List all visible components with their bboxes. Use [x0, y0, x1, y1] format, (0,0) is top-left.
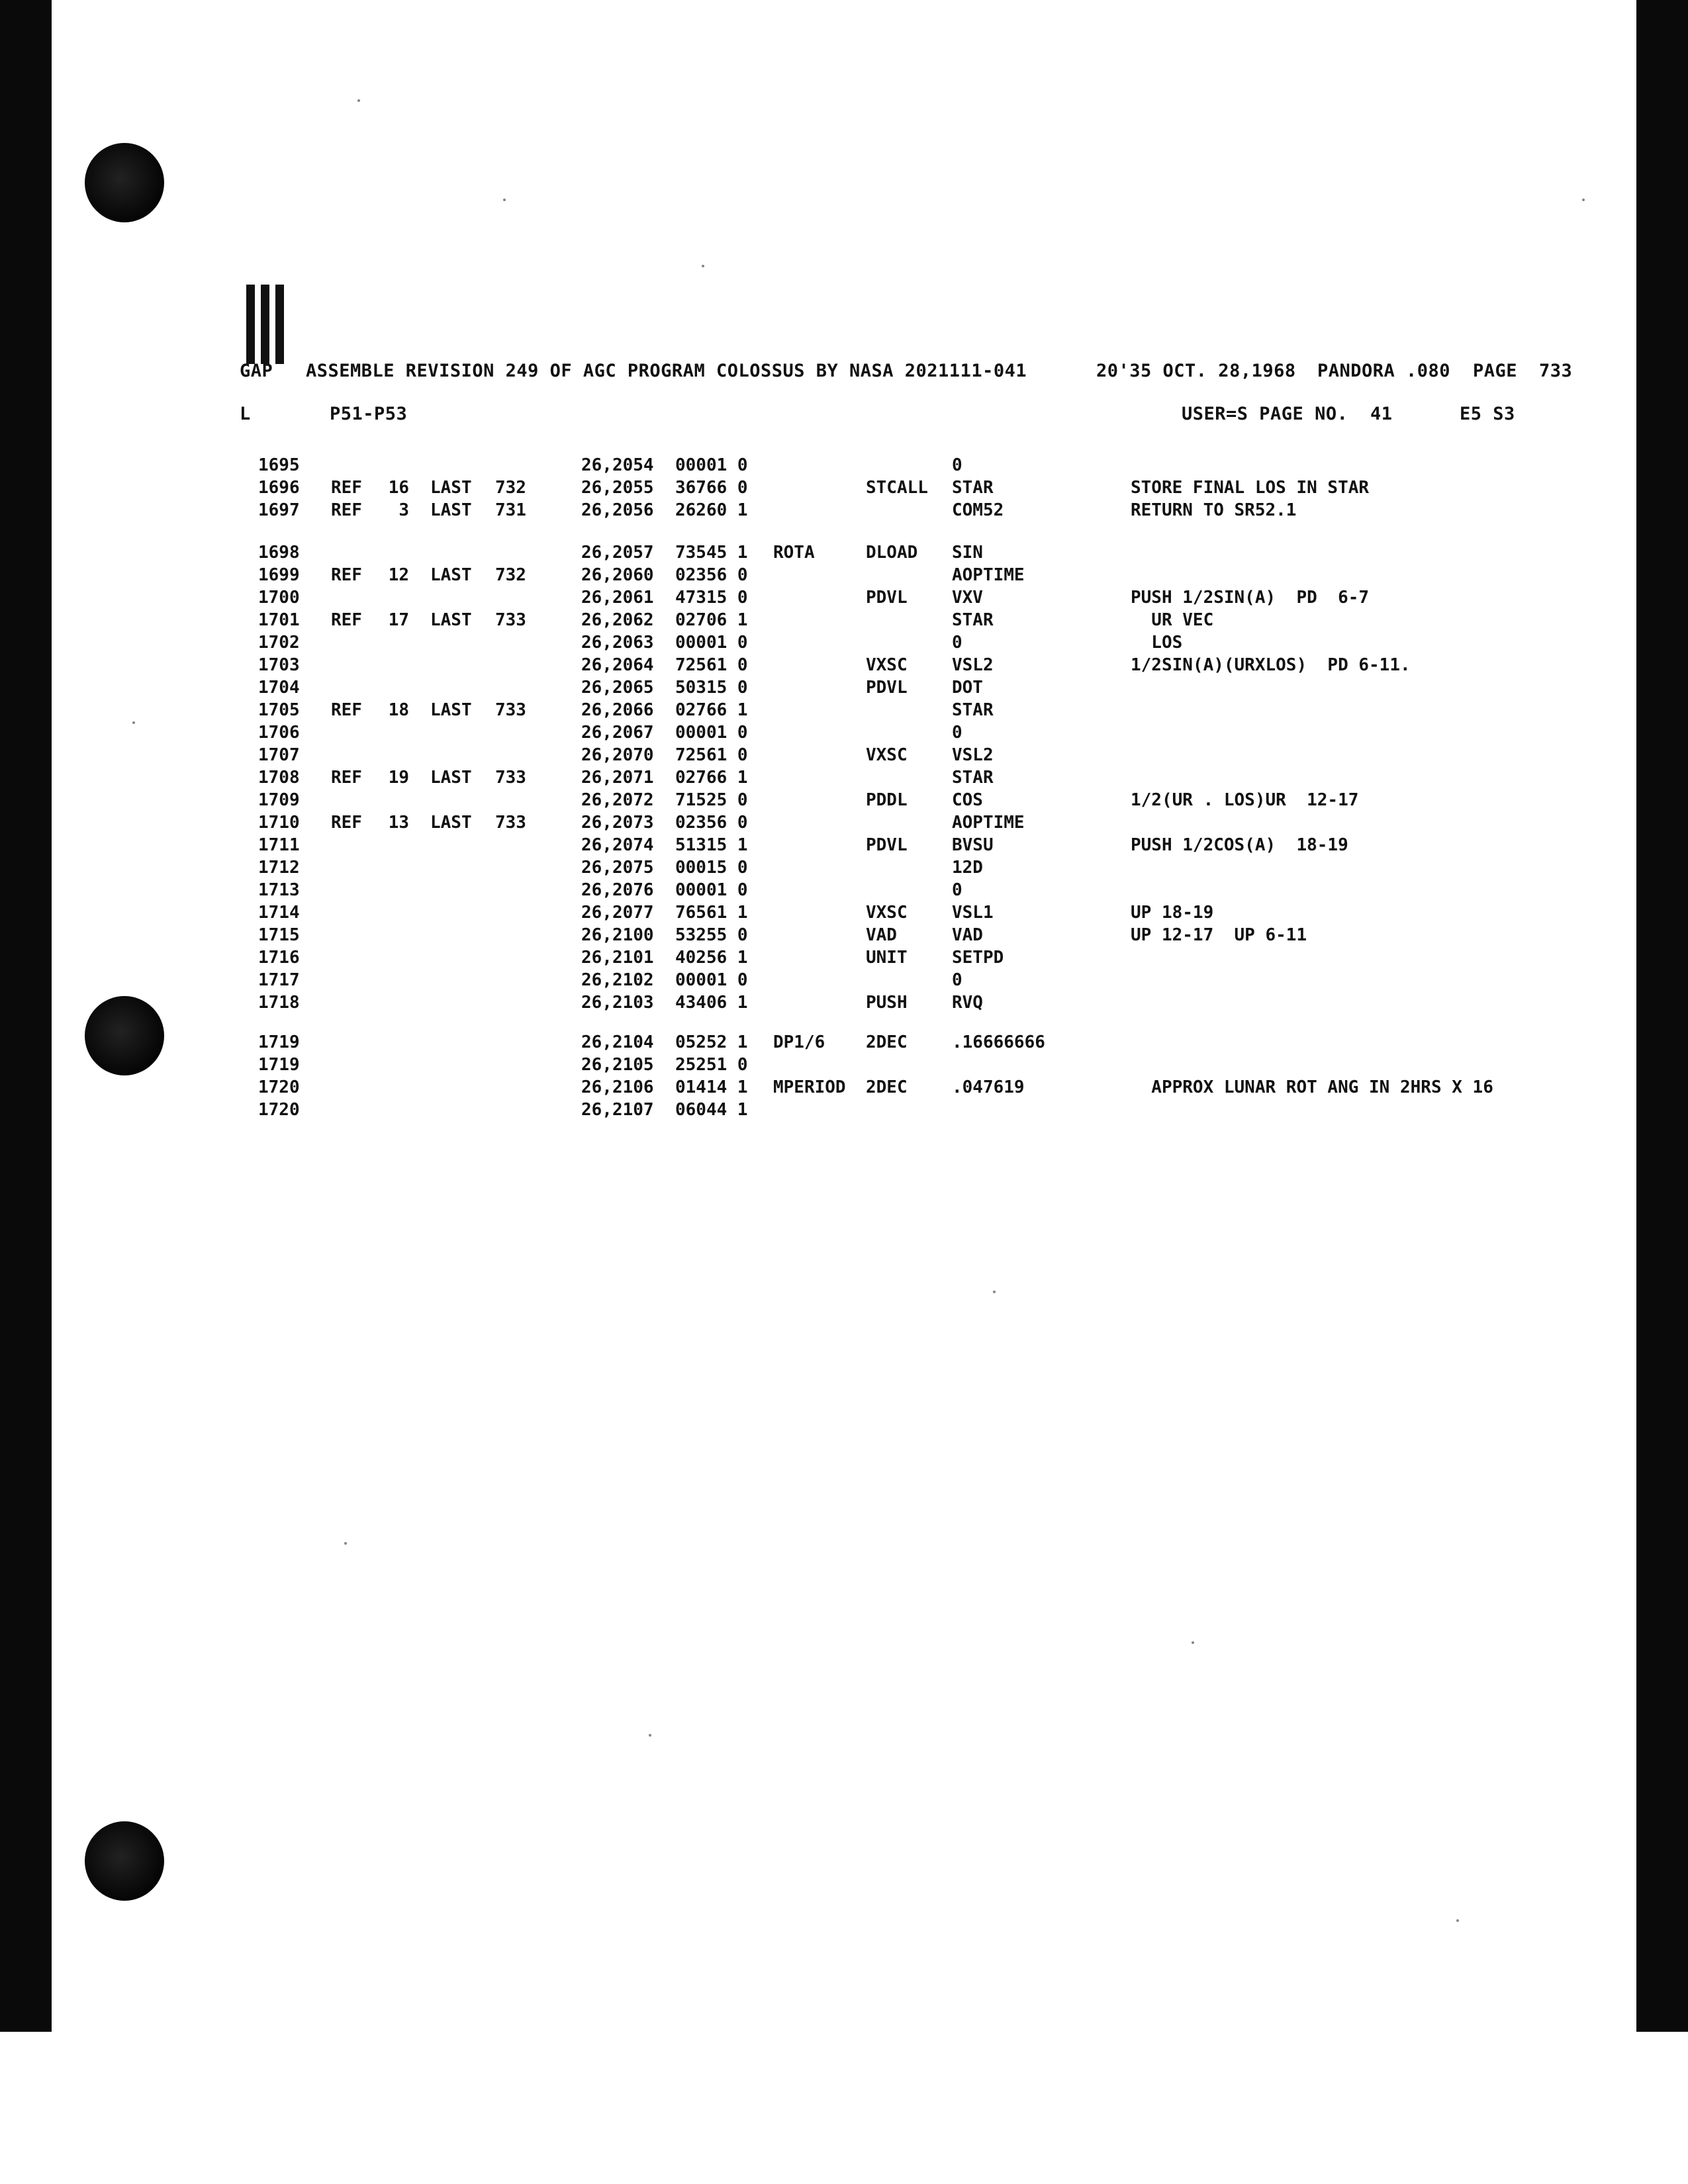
last-page: 731 [495, 500, 526, 520]
opcode: VXSC [866, 903, 908, 923]
punch-hole-bottom [85, 1821, 164, 1901]
line-number: 1714 [258, 903, 300, 923]
scan-speck [649, 1734, 651, 1737]
last-marker: LAST [430, 813, 472, 833]
log-section-name: P51-P53 [330, 404, 408, 424]
comment: 1/2SIN(A)(URXLOS) PD 6-11. [1131, 655, 1411, 675]
listing-row [0, 925, 1688, 948]
comment: RETURN TO SR52.1 [1131, 500, 1297, 520]
last-marker: LAST [430, 500, 472, 520]
last-page: 733 [495, 610, 526, 630]
line-number: 1719 [258, 1055, 300, 1075]
ref-count: 17 [388, 610, 409, 630]
user-page-number: 41 [1370, 404, 1393, 424]
listing-row [0, 813, 1688, 835]
address: 26,2074 [581, 835, 654, 855]
address: 26,2067 [581, 723, 654, 743]
listing-row [0, 543, 1688, 565]
ref-marker: REF [331, 500, 362, 520]
comment: APPROX LUNAR ROT ANG IN 2HRS X 16 [1131, 1077, 1493, 1097]
opcode: STCALL [866, 478, 928, 498]
line-number: 1697 [258, 500, 300, 520]
line-number: 1716 [258, 948, 300, 968]
address: 26,2107 [581, 1100, 654, 1120]
ref-count: 3 [399, 500, 409, 520]
octal-word: 26260 1 [675, 500, 748, 520]
address: 26,2054 [581, 455, 654, 475]
assembly-timestamp: 20'35 OCT. 28,1968 [1096, 361, 1296, 381]
line-number: 1704 [258, 678, 300, 698]
comment: STORE FINAL LOS IN STAR [1131, 478, 1370, 498]
address: 26,2062 [581, 610, 654, 630]
ref-count: 19 [388, 768, 409, 788]
symbol-label: DP1/6 [773, 1032, 825, 1052]
opcode: VAD [866, 925, 897, 945]
octal-word: 40256 1 [675, 948, 748, 968]
last-marker: LAST [430, 700, 472, 720]
operand: AOPTIME [952, 565, 1025, 585]
comment: 1/2(UR . LOS)UR 12-17 [1131, 790, 1359, 810]
right-scan-border [1636, 0, 1688, 2032]
operand: BVSU [952, 835, 994, 855]
address: 26,2061 [581, 588, 654, 608]
octal-word: 00015 0 [675, 858, 748, 878]
address: 26,2060 [581, 565, 654, 585]
ref-count: 16 [388, 478, 409, 498]
octal-word: 25251 0 [675, 1055, 748, 1075]
symbol-label: MPERIOD [773, 1077, 846, 1097]
comment: UR VEC [1131, 610, 1214, 630]
scan-speck [1582, 199, 1585, 201]
scan-speck [503, 199, 506, 201]
operand: 0 [952, 633, 962, 653]
line-number: 1701 [258, 610, 300, 630]
operand: 0 [952, 455, 962, 475]
octal-word: 02766 1 [675, 768, 748, 788]
scan-speck [357, 99, 360, 102]
line-number: 1709 [258, 790, 300, 810]
line-number: 1703 [258, 655, 300, 675]
last-page: 732 [495, 565, 526, 585]
operand: COM52 [952, 500, 1004, 520]
listing-row [0, 565, 1688, 588]
page-label: PAGE [1473, 361, 1518, 381]
ref-count: 12 [388, 565, 409, 585]
opcode: UNIT [866, 948, 908, 968]
listing-row [0, 500, 1688, 523]
comment: PUSH 1/2COS(A) 18-19 [1131, 835, 1348, 855]
line-number: 1710 [258, 813, 300, 833]
address: 26,2064 [581, 655, 654, 675]
listing-title: ASSEMBLE REVISION 249 OF AGC PROGRAM COLOSSUS BY NASA 2021111-041 [306, 361, 1027, 381]
comment: UP 18-19 [1131, 903, 1214, 923]
last-page: 733 [495, 700, 526, 720]
ref-count: 13 [388, 813, 409, 833]
operand: SIN [952, 543, 983, 563]
line-number: 1718 [258, 993, 300, 1013]
octal-word: 76561 1 [675, 903, 748, 923]
ref-count: 18 [388, 700, 409, 720]
opcode: DLOAD [866, 543, 918, 563]
ref-marker: REF [331, 700, 362, 720]
octal-word: 02766 1 [675, 700, 748, 720]
address: 26,2076 [581, 880, 654, 900]
line-number: 1711 [258, 835, 300, 855]
gap-label: GAP [240, 361, 273, 381]
line-number: 1705 [258, 700, 300, 720]
ref-marker: REF [331, 610, 362, 630]
address: 26,2065 [581, 678, 654, 698]
listing-row [0, 723, 1688, 745]
octal-word: 02706 1 [675, 610, 748, 630]
opcode: VXSC [866, 655, 908, 675]
octal-word: 51315 1 [675, 835, 748, 855]
octal-word: 02356 0 [675, 565, 748, 585]
address: 26,2105 [581, 1055, 654, 1075]
operand: SETPD [952, 948, 1004, 968]
symbol-label: ROTA [773, 543, 815, 563]
scan-speck [1456, 1919, 1459, 1922]
line-number: 1717 [258, 970, 300, 990]
operand: VAD [952, 925, 983, 945]
line-number: 1699 [258, 565, 300, 585]
listing-row [0, 1077, 1688, 1100]
opcode: PUSH [866, 993, 908, 1013]
gap-marker-bars [246, 285, 287, 364]
listing-row [0, 700, 1688, 723]
last-page: 732 [495, 478, 526, 498]
address: 26,2066 [581, 700, 654, 720]
octal-word: 71525 0 [675, 790, 748, 810]
octal-word: 72561 0 [675, 655, 748, 675]
listing-row [0, 835, 1688, 858]
line-number: 1720 [258, 1077, 300, 1097]
line-number: 1708 [258, 768, 300, 788]
operand: VXV [952, 588, 983, 608]
line-number: 1719 [258, 1032, 300, 1052]
address: 26,2101 [581, 948, 654, 968]
operand: STAR [952, 610, 994, 630]
operand: VSL2 [952, 655, 994, 675]
address: 26,2056 [581, 500, 654, 520]
listing-row [0, 610, 1688, 633]
opcode: 2DEC [866, 1032, 908, 1052]
line-number: 1698 [258, 543, 300, 563]
left-scan-border [0, 0, 52, 2032]
octal-word: 02356 0 [675, 813, 748, 833]
opcode: PDDL [866, 790, 908, 810]
operand: RVQ [952, 993, 983, 1013]
line-number: 1700 [258, 588, 300, 608]
line-number: 1695 [258, 455, 300, 475]
last-page: 733 [495, 813, 526, 833]
operand: AOPTIME [952, 813, 1025, 833]
opcode: 2DEC [866, 1077, 908, 1097]
operand: 0 [952, 880, 962, 900]
section-code: E5 S3 [1460, 404, 1515, 424]
address: 26,2075 [581, 858, 654, 878]
address: 26,2100 [581, 925, 654, 945]
line-number: 1715 [258, 925, 300, 945]
scan-speck [1192, 1641, 1194, 1644]
line-number: 1702 [258, 633, 300, 653]
line-number: 1706 [258, 723, 300, 743]
last-marker: LAST [430, 478, 472, 498]
opcode: VXSC [866, 745, 908, 765]
octal-word: 72561 0 [675, 745, 748, 765]
address: 26,2055 [581, 478, 654, 498]
listing-row [0, 678, 1688, 700]
octal-word: 47315 0 [675, 588, 748, 608]
user-page-label: USER=S PAGE NO. [1182, 404, 1348, 424]
comment: PUSH 1/2SIN(A) PD 6-7 [1131, 588, 1370, 608]
listing-row [0, 588, 1688, 610]
address: 26,2057 [581, 543, 654, 563]
ref-marker: REF [331, 478, 362, 498]
ref-marker: REF [331, 768, 362, 788]
operand: 0 [952, 723, 962, 743]
operand: STAR [952, 768, 994, 788]
address: 26,2102 [581, 970, 654, 990]
listing-row [0, 1100, 1688, 1122]
address: 26,2077 [581, 903, 654, 923]
octal-word: 43406 1 [675, 993, 748, 1013]
line-number: 1712 [258, 858, 300, 878]
address: 26,2063 [581, 633, 654, 653]
last-marker: LAST [430, 768, 472, 788]
comment: LOS [1131, 633, 1183, 653]
octal-word: 00001 0 [675, 970, 748, 990]
opcode: PDVL [866, 835, 908, 855]
punch-hole-top [85, 143, 164, 222]
listing-row [0, 633, 1688, 655]
scan-speck [702, 265, 704, 267]
line-number: 1696 [258, 478, 300, 498]
listing-row [0, 455, 1688, 478]
octal-word: 05252 1 [675, 1032, 748, 1052]
operand: STAR [952, 478, 994, 498]
scan-speck [344, 1542, 347, 1545]
last-marker: LAST [430, 610, 472, 630]
pandora-version: PANDORA .080 [1317, 361, 1451, 381]
operand: .047619 [952, 1077, 1025, 1097]
address: 26,2071 [581, 768, 654, 788]
octal-word: 36766 0 [675, 478, 748, 498]
operand: VSL2 [952, 745, 994, 765]
listing-row [0, 790, 1688, 813]
listing-row [0, 478, 1688, 500]
listing-row [0, 1032, 1688, 1055]
operand: DOT [952, 678, 983, 698]
line-number: 1707 [258, 745, 300, 765]
octal-word: 73545 1 [675, 543, 748, 563]
octal-word: 50315 0 [675, 678, 748, 698]
listing-row [0, 970, 1688, 993]
listing-row [0, 880, 1688, 903]
ref-marker: REF [331, 565, 362, 585]
listing-row [0, 948, 1688, 970]
octal-word: 00001 0 [675, 880, 748, 900]
listing-row [0, 1055, 1688, 1077]
operand: .16666666 [952, 1032, 1045, 1052]
listing-row [0, 745, 1688, 768]
opcode: PDVL [866, 588, 908, 608]
line-number: 1713 [258, 880, 300, 900]
ref-marker: REF [331, 813, 362, 833]
listing-row [0, 768, 1688, 790]
octal-word: 06044 1 [675, 1100, 748, 1120]
octal-word: 00001 0 [675, 633, 748, 653]
scan-speck [993, 1291, 996, 1293]
address: 26,2070 [581, 745, 654, 765]
listing-row [0, 993, 1688, 1015]
operand: VSL1 [952, 903, 994, 923]
page-number: 733 [1539, 361, 1573, 381]
operand: COS [952, 790, 983, 810]
address: 26,2103 [581, 993, 654, 1013]
listing-row [0, 655, 1688, 678]
address: 26,2104 [581, 1032, 654, 1052]
address: 26,2106 [581, 1077, 654, 1097]
listing-row [0, 903, 1688, 925]
operand: 12D [952, 858, 983, 878]
opcode: PDVL [866, 678, 908, 698]
address: 26,2073 [581, 813, 654, 833]
last-marker: LAST [430, 565, 472, 585]
listing-row [0, 858, 1688, 880]
line-number: 1720 [258, 1100, 300, 1120]
operand: STAR [952, 700, 994, 720]
octal-word: 00001 0 [675, 455, 748, 475]
operand: 0 [952, 970, 962, 990]
octal-word: 53255 0 [675, 925, 748, 945]
address: 26,2072 [581, 790, 654, 810]
log-section-marker: L [240, 404, 251, 424]
octal-word: 00001 0 [675, 723, 748, 743]
octal-word: 01414 1 [675, 1077, 748, 1097]
last-page: 733 [495, 768, 526, 788]
comment: UP 12-17 UP 6-11 [1131, 925, 1307, 945]
